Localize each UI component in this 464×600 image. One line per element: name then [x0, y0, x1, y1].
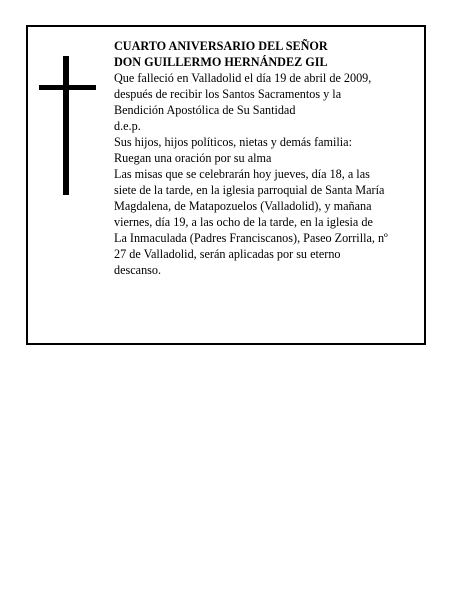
- body-line-8: siete de la tarde, en la iglesia parroquial de Santa María: [114, 183, 385, 197]
- body-line-9: Magdalena, de Matapozuelos (Valladolid), y mañana: [114, 199, 372, 213]
- body-line-6: Ruegan una oración por su alma: [114, 151, 272, 165]
- heading-line-1: CUARTO ANIVERSARIO DEL SEÑOR: [114, 39, 328, 53]
- body-line-11: La Inmaculada (Padres Franciscanos), Paseo Zorrilla, nº: [114, 231, 388, 245]
- body-line-12: 27 de Valladolid, serán aplicadas por su eterno: [114, 247, 341, 261]
- cross-vertical-bar: [63, 56, 69, 195]
- cross-horizontal-bar: [39, 85, 96, 90]
- body-line-5: Sus hijos, hijos políticos, nietas y demás familia:: [114, 135, 352, 149]
- body-line-10: viernes, día 19, a las ocho de la tarde, en la iglesia de: [114, 215, 373, 229]
- heading-line-2: DON GUILLERMO HERNÁNDEZ GIL: [114, 55, 328, 69]
- body-line-2: después de recibir los Santos Sacramentos y la: [114, 87, 342, 101]
- body-line-3: Bendición Apostólica de Su Santidad: [114, 103, 296, 117]
- body-line-13: descanso.: [114, 263, 162, 277]
- body-line-1: Que falleció en Valladolid el día 19 de abril de 2009,: [114, 71, 372, 85]
- body-line-4: d.e.p.: [114, 119, 141, 133]
- obituary-text: [114, 38, 426, 278]
- body-line-7: Las misas que se celebrarán hoy jueves, día 18, a las: [114, 167, 370, 181]
